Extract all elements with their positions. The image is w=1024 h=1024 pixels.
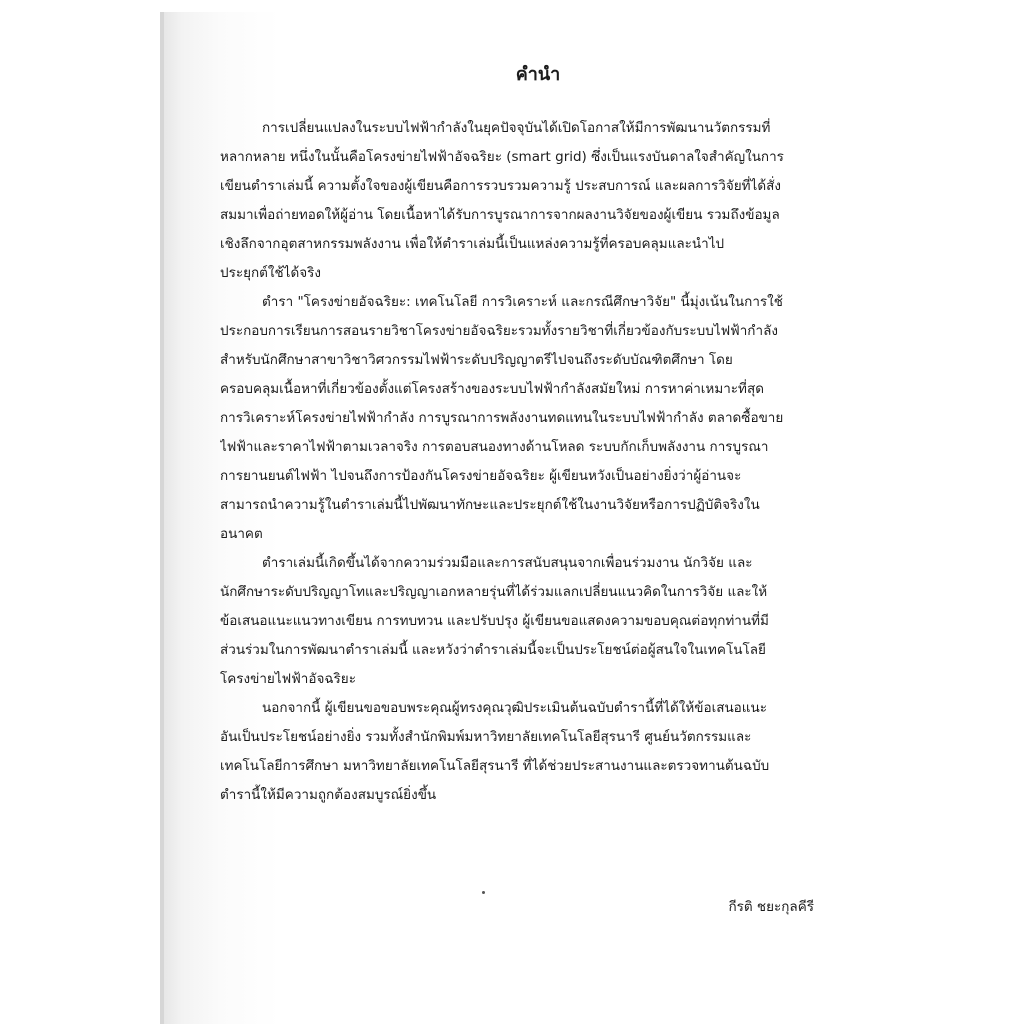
paragraph-line: ตำราเล่มนี้เกิดขึ้นได้จากความร่วมมือและการสนับสนุนจากเพื่อนร่วมงาน นักวิจัย และ (262, 555, 753, 571)
paragraph-line: เขียนตำราเล่มนี้ ความตั้งใจของผู้เขียนคือการรวบรวมความรู้ ประสบการณ์ และผลการวิจัยที่ได้สั่ง (220, 178, 781, 194)
paragraph-2 (220, 288, 814, 549)
paragraph-line: ประกอบการเรียนการสอนรายวิชาโครงข่ายอัจฉริยะรวมทั้งรายวิชาที่เกี่ยวข้องกับระบบไฟฟ้ากำลัง (220, 323, 778, 339)
paragraph-line: นอกจากนี้ ผู้เขียนขอขอบพระคุณผู้ทรงคุณวุฒิประเมินต้นฉบับตำรานี้ที่ได้ให้ข้อเสนอแนะ (262, 700, 767, 716)
paragraph-3 (220, 549, 814, 694)
paragraph-line: ส่วนร่วมในการพัฒนาตำราเล่มนี้ และหวังว่าตำราเล่มนี้จะเป็นประโยชน์ต่อผู้สนใจในเทคโนโลยี (220, 642, 766, 658)
paragraph-line: ข้อเสนอแนะแนวทางเขียน การทบทวน และปรับปรุง ผู้เขียนขอแสดงความขอบคุณต่อทุกท่านที่มี (220, 613, 769, 629)
paragraph-line: นักศึกษาระดับปริญญาโทและปริญญาเอกหลายรุ่นที่ได้ร่วมแลกเปลี่ยนแนวคิดในการวิจัย และให้ (220, 584, 768, 600)
paragraph-line: สมมาเพื่อถ่ายทอดให้ผู้อ่าน โดยเนื้อหาได้รับการบูรณาการจากผลงานวิจัยของผู้เขียน รวมถึงข้อมูล (220, 207, 780, 223)
paragraph-line: ตำรานี้ให้มีความถูกต้องสมบูรณ์ยิ่งขึ้น (220, 787, 437, 803)
paragraph-1 (220, 114, 814, 288)
paragraph-line: อนาคต (220, 526, 263, 542)
paragraph-line: เชิงลึกจากอุตสาหกรรมพลังงาน เพื่อให้ตำราเล่มนี้เป็นแหล่งความรู้ที่ครอบคลุมและนำไป (220, 236, 725, 252)
page-title: คำนำ (515, 64, 561, 85)
paragraph-line: ไฟฟ้าและราคาไฟฟ้าตามเวลาจริง การตอบสนองทางด้านโหลด ระบบกักเก็บพลังงาน การบูรณา (220, 439, 769, 455)
paragraph-line: การวิเคราะห์โครงข่ายไฟฟ้ากำลัง การบูรณาการพลังงานทดแทนในระบบไฟฟ้ากำลัง ตลาดซื้อขาย (220, 410, 784, 426)
paragraph-line: เทคโนโลยีการศึกษา มหาวิทยาลัยเทคโนโลยีสุรนารี ที่ได้ช่วยประสานงานและตรวจทานต้นฉบับ (220, 758, 770, 774)
paragraph-line: โครงข่ายไฟฟ้าอัจฉริยะ (220, 671, 356, 687)
paragraph-line: ประยุกต์ใช้ได้จริง (220, 265, 321, 281)
paragraph-line: การเปลี่ยนแปลงในระบบไฟฟ้ากำลังในยุคปัจจุบันได้เปิดโอกาสให้มีการพัฒนานวัตกรรมที่ (262, 120, 771, 136)
paragraph-line: ครอบคลุมเนื้อหาที่เกี่ยวข้องตั้งแต่โครงสร้างของระบบไฟฟ้ากำลังสมัยใหม่ การหาค่าเหมาะที่สุด (220, 381, 764, 397)
scan-speck (482, 891, 485, 894)
paragraph-line: สามารถนำความรู้ในตำราเล่มนี้ไปพัฒนาทักษะและประยุกต์ใช้ในงานวิจัยหรือการปฏิบัติจริงใน (220, 497, 760, 513)
paragraph-line: หลากหลาย หนึ่งในนั้นคือโครงข่ายไฟฟ้าอัจฉริยะ (smart grid) ซึ่งเป็นแรงบันดาลใจสำคัญในการ (220, 149, 784, 165)
author-signature: กีรติ ชยะกุลคีรี (728, 899, 814, 915)
paragraph-line: อันเป็นประโยชน์อย่างยิ่ง รวมทั้งสำนักพิมพ์มหาวิทยาลัยเทคโนโลยีสุรนารี ศูนย์นวัตกรรมและ (220, 729, 752, 745)
preface-page (220, 60, 814, 810)
paragraph-4 (220, 694, 814, 810)
paragraph-line: สำหรับนักศึกษาสาขาวิชาวิศวกรรมไฟฟ้าระดับปริญญาตรีไปจนถึงระดับบัณฑิตศึกษา โดย (220, 352, 733, 368)
paragraph-line: ตำรา "โครงข่ายอัจฉริยะ: เทคโนโลยี การวิเคราะห์ และกรณีศึกษาวิจัย" นี้มุ่งเน้นในการใช้ (262, 294, 783, 310)
paragraph-line: การยานยนต์ไฟฟ้า ไปจนถึงการป้องกันโครงข่ายอัจฉริยะ ผู้เขียนหวังเป็นอย่างยิ่งว่าผู้อ่านจะ (220, 468, 742, 484)
